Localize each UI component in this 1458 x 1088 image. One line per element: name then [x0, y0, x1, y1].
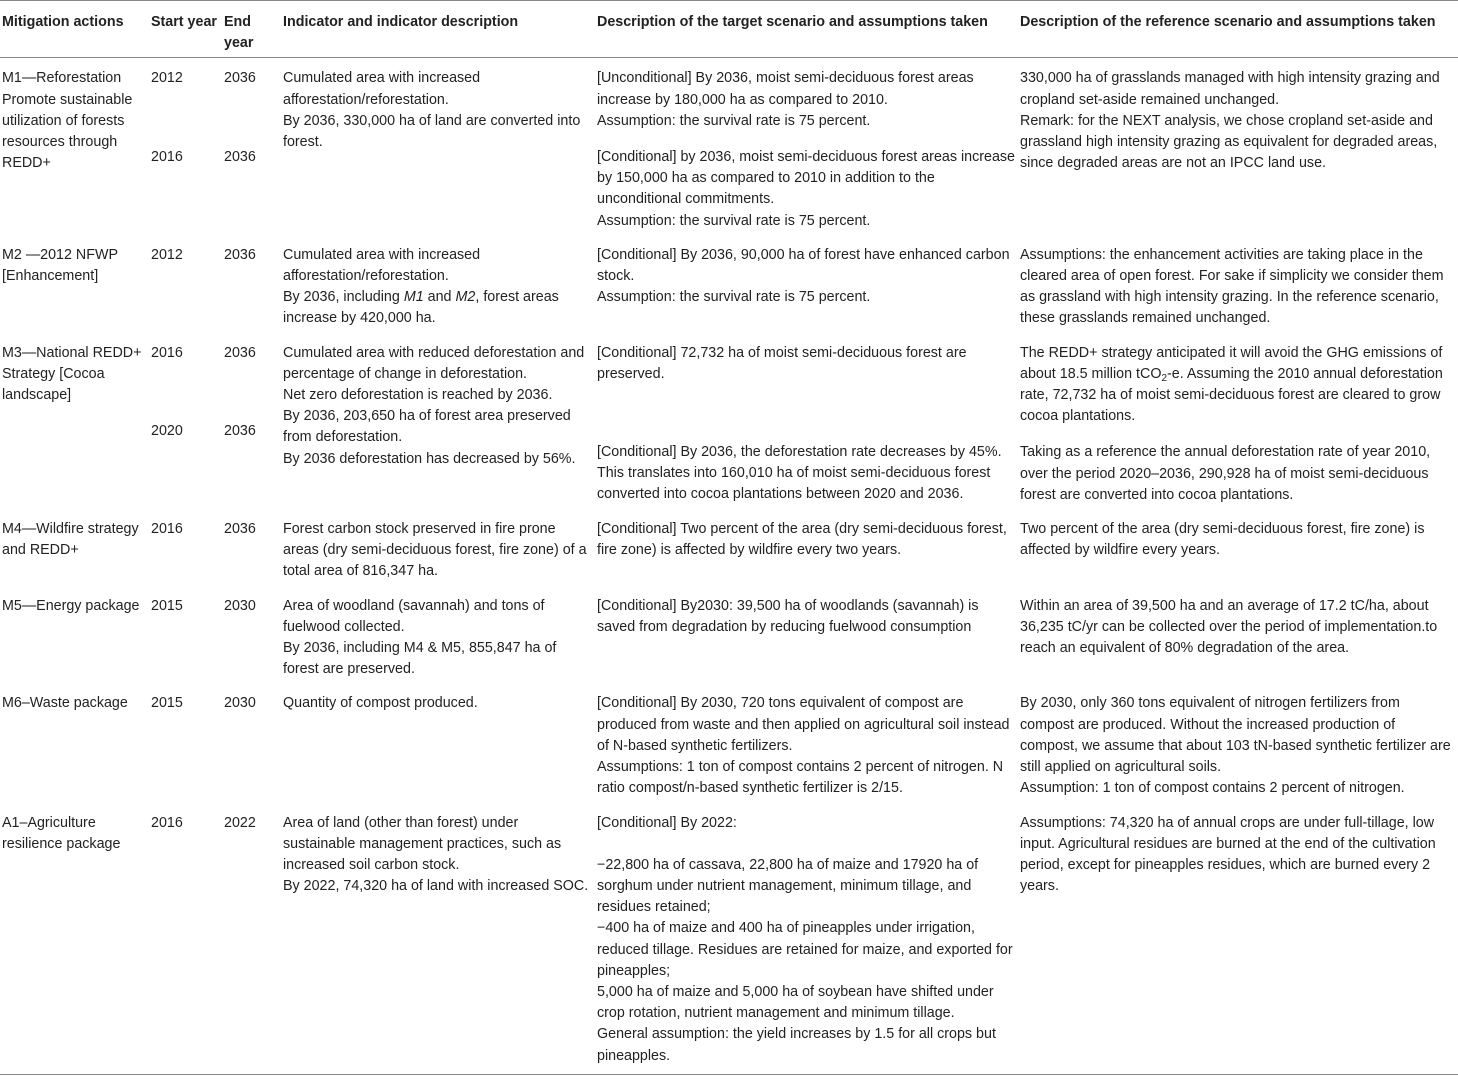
target-text: [Conditional] By2030: 39,500 ha of woodlands (savannah) is saved from degradation by reducing fuelwood consumption: [597, 597, 979, 635]
indicator-text: By 2022, 74,320 ha of land with increased SOC.: [283, 878, 589, 895]
cell-indicator-m5: [281, 586, 595, 684]
target-text: [Conditional] Two percent of the area (dry semi-deciduous forest, fire zone) is affected by wildfire every two years.: [597, 521, 1007, 559]
target-text: −400 ha of maize and 400 ha of pineapples under irrigation, reduced tillage. Residues are retained for maize, and exported for pineapples;: [597, 920, 1013, 979]
cell-end-a1: 2022: [222, 803, 281, 1075]
table-row-m1: [0, 58, 1458, 235]
cell-target-m4: [595, 509, 1018, 586]
cell-target-m3: [595, 333, 1018, 509]
indicator-text: Forest carbon stock preserved in fire prone areas (dry semi-deciduous forest, fire zone) of a total area of 816,347 ha.: [283, 521, 587, 580]
target-text: Assumption: the survival rate is 75 percent.: [597, 112, 871, 129]
reference-text: 330,000 ha of grasslands managed with high intensity grazing and cropland set-aside remained unchanged.: [1020, 70, 1440, 108]
reference-text: Assumption: 1 ton of compost contains 2 percent of nitrogen.: [1020, 780, 1405, 797]
cell-reference-m6: [1018, 683, 1458, 802]
table-row-m3: [0, 333, 1458, 509]
target-text: [Conditional] By 2036, 90,000 ha of forest have enhanced carbon stock.: [597, 246, 1010, 285]
target-text: −22,800 ha of cassava, 22,800 ha of maize and 17920 ha of sorghum under nutrient management, minimum tillage, and residues retained;: [597, 856, 979, 916]
cell-action-m3: M3—National REDD+ Strategy [Cocoa landscape]: [2, 344, 142, 404]
cell-reference-m5: [1018, 586, 1458, 684]
cell-target-a1: [595, 803, 1018, 1075]
reference-text: Taking as a reference the annual deforestation rate of year 2010, over the period 2020–2036, 290,928 ha of moist semi-deciduous forest are converted into cocoa plantations.: [1020, 444, 1431, 503]
indicator-text: By 2036, including M1 and M2, forest areas increase by 420,000 ha.: [283, 289, 559, 327]
cell-end-m2: 2036: [224, 246, 256, 263]
end-year: 2036: [224, 344, 256, 361]
cell-end-m4: 2036: [224, 521, 256, 538]
cell-end-m3: [222, 333, 281, 509]
target-text: General assumption: the yield increases by 1.5 for all crops but pineapples.: [597, 1026, 996, 1064]
cell-indicator-m2: [281, 235, 595, 333]
cell-reference-m4: [1018, 509, 1458, 586]
cell-indicator-m6: [281, 683, 595, 802]
cell-indicator-m3: [281, 333, 595, 509]
table-row-m6: [0, 683, 1458, 802]
cell-start-m2: 2012: [151, 246, 183, 263]
end-year: 2036: [224, 148, 256, 165]
cell-target-m2: [595, 235, 1018, 333]
cell-start-m4: 2016: [151, 521, 183, 538]
cell-target-m6: [595, 683, 1018, 802]
cell-target-m5: [595, 586, 1018, 684]
indicator-text: Net zero deforestation is reached by 2036.: [283, 387, 553, 404]
header-start-year: Start year: [149, 1, 222, 58]
cell-start-m6: 2015: [151, 695, 183, 712]
cell-action-m2: M2 —2012 NFWP [Enhancement]: [2, 246, 118, 285]
cell-target-m1: [595, 58, 1018, 235]
target-text: [Conditional] By 2030, 720 tons equivalent of compost are produced from waste and then applied on agricultural soil instead of N-based synthetic fertilizers.: [597, 695, 1010, 754]
indicator-text: Cumulated area with increased afforestation/reforestation.: [283, 246, 481, 285]
cell-indicator-m1: [281, 58, 595, 235]
target-text: [Unconditional] By 2036, moist semi-deciduous forest areas increase by 180,000 ha as compared to 2010.: [597, 70, 974, 108]
header-mitigation-actions: Mitigation actions: [0, 1, 149, 58]
cell-reference-a1: [1018, 803, 1458, 1075]
table-row-m4: [0, 509, 1458, 586]
cell-end-m6: 2030: [224, 695, 256, 712]
target-text: [Conditional] 72,732 ha of moist semi-deciduous forest are preserved.: [597, 344, 967, 382]
reference-text: Remark: for the NEXT analysis, we chose cropland set-aside and grassland high intensity grazing as equivalent for degraded areas, since degraded areas are not an IPCC land use.: [1020, 112, 1438, 172]
header-reference-scenario: Description of the reference scenario and assumptions taken: [1018, 1, 1458, 58]
table-row-m2: [0, 235, 1458, 333]
header-target-scenario: Description of the target scenario and assumptions taken: [595, 1, 1018, 58]
target-text: [Conditional] By 2022:: [597, 814, 737, 831]
cell-reference-m2: [1018, 235, 1458, 333]
cell-action-m6: M6–Waste package: [2, 695, 128, 712]
start-year: 2020: [151, 422, 183, 439]
indicator-text: Area of woodland (savannah) and tons of fuelwood collected.: [283, 597, 545, 635]
reference-text: Two percent of the area (dry semi-deciduous forest, fire zone) is affected by wildfire every years.: [1020, 521, 1425, 559]
indicator-text: By 2036 deforestation has decreased by 56%.: [283, 450, 576, 467]
target-text: Assumption: the survival rate is 75 percent.: [597, 289, 871, 306]
start-year: 2012: [151, 70, 183, 87]
target-text: Assumption: the survival rate is 75 percent.: [597, 212, 871, 229]
target-text: Assumptions: 1 ton of compost contains 2 percent of nitrogen. N ratio compost/n-based synthetic fertilizer is 2/15.: [597, 759, 1004, 797]
header-row: [0, 1, 1458, 58]
indicator-text: Cumulated area with increased afforestation/reforestation.: [283, 70, 481, 108]
reference-text: Assumptions: 74,320 ha of annual crops are under full-tillage, low input. Agricultural residues are burned at the end of the cultivation period, except for pineapples residues, which are burned every 2 years.: [1020, 814, 1436, 895]
table-row-a1: [0, 803, 1458, 1075]
cell-indicator-m4: [281, 509, 595, 586]
cell-start-m5: 2015: [151, 597, 183, 614]
indicator-text: Quantity of compost produced.: [283, 695, 478, 712]
end-year: 2036: [224, 422, 256, 439]
reference-text: By 2030, only 360 tons equivalent of nitrogen fertilizers from compost are produced. Without the increased production of compost, we assume that about 103 tN-based synthetic fertilizer are still applied on agricultural soils.: [1020, 695, 1451, 776]
cell-action-m1: M1—Reforestation Promote sustainable utilization of forests resources through REDD+: [2, 70, 133, 172]
indicator-text: Area of land (other than forest) under sustainable management practices, such as increased soil carbon stock.: [283, 814, 562, 873]
cell-end-m1: [222, 58, 281, 235]
end-year: 2036: [224, 70, 256, 87]
reference-text: Within an area of 39,500 ha and an average of 17.2 tC/ha, about 36,235 tC/yr can be collected over the period of implementation.to reach an equivalent of 80% degradation of the area.: [1020, 597, 1438, 657]
cell-reference-m3: [1018, 333, 1458, 509]
indicator-text: By 2036, including M4 & M5, 855,847 ha of forest are preserved.: [283, 640, 557, 678]
cell-action-a1: A1–Agriculture resilience package: [0, 803, 149, 1075]
target-text: [Conditional] by 2036, moist semi-deciduous forest areas increase by 150,000 ha as compared to 2010 in addition to the unconditional commitments.: [597, 149, 1016, 208]
cell-reference-m1: [1018, 58, 1458, 235]
indicator-text: By 2036, 203,650 ha of forest area preserved from deforestation.: [283, 408, 571, 446]
target-text: 5,000 ha of maize and 5,000 ha of soybean have shifted under crop rotation, nutrient management and minimum tillage.: [597, 983, 994, 1022]
header-indicator: Indicator and indicator description: [281, 1, 595, 58]
indicator-text: Cumulated area with reduced deforestation and percentage of change in deforestation.: [283, 344, 585, 382]
start-year: 2016: [151, 344, 183, 361]
indicator-text: By 2036, 330,000 ha of land are converted into forest.: [283, 112, 581, 151]
cell-action-m4: M4—Wildfire strategy and REDD+: [2, 521, 139, 559]
cell-start-m3: [149, 333, 222, 509]
start-year: 2016: [151, 148, 183, 165]
reference-text: Assumptions: the enhancement activities are taking place in the cleared area of open forest. For sake if simplicity we consider them as grassland with high intensity grazing. In the reference scenario, these grasslands remained unchanged.: [1020, 246, 1444, 327]
cell-end-m5: 2030: [224, 597, 256, 614]
header-end-year: End year: [222, 1, 281, 58]
reference-text: The REDD+ strategy anticipated it will avoid the GHG emissions of about 18.5 million tCO$_2$-e. Assuming the 2010 annual deforestation rate, 72,732 ha of moist semi-deciduous forest are cleared to grow cocoa plantations.: [1020, 344, 1443, 425]
cell-action-m5: M5—Energy package: [2, 597, 140, 614]
cell-start-m1: [149, 58, 222, 235]
table-row-m5: [0, 586, 1458, 684]
cell-indicator-a1: [281, 803, 595, 1075]
cell-start-a1: 2016: [149, 803, 222, 1075]
target-text: [Conditional] By 2036, the deforestation rate decreases by 45%. This translates into 160,010 ha of moist semi-deciduous forest converted into cocoa plantations between 2020 and 2036.: [597, 444, 1002, 503]
